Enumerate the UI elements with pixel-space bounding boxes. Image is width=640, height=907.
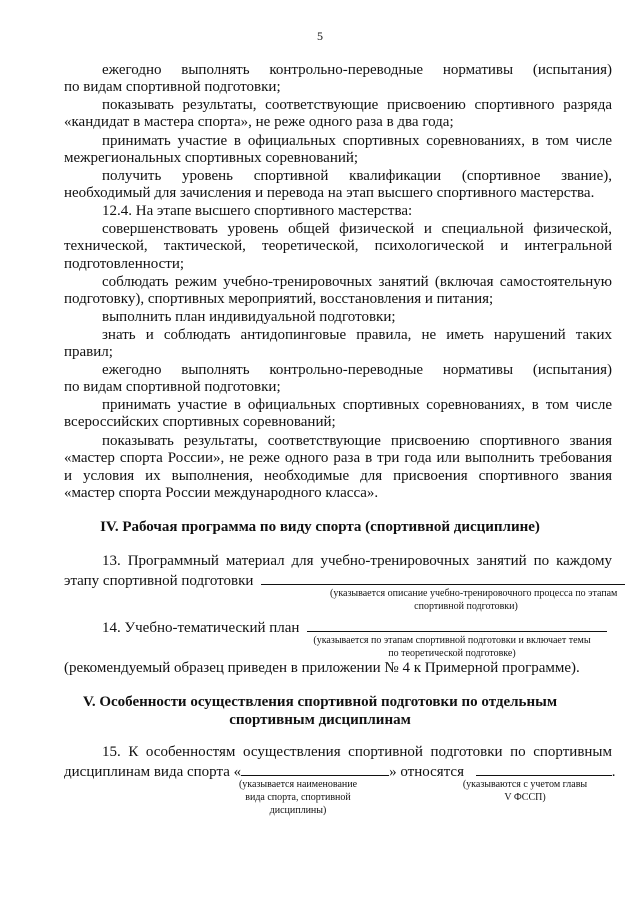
footnote-caption: вида спорта, спортивной (245, 792, 351, 803)
text-line: принимать участие в официальных спортивных соревнованиях, в том числе (102, 133, 612, 149)
footnote-caption: (указывается описание учебно-тренировочного процесса по этапам (330, 588, 618, 599)
p15-mid: » относятся (389, 764, 464, 780)
text-line: подготовленности; (64, 256, 185, 272)
text-line: 13. Программный материал для учебно-тренировочных занятий по каждому (102, 553, 612, 569)
p15-end: . (611, 764, 616, 780)
footnote-caption: (указывается по этапам спортивной подготовки и включает темы (313, 635, 591, 646)
text-line: «мастер спорта России международного класса». (64, 485, 379, 501)
section-heading-iv: IV. Рабочая программа по виду спорта (спортивной дисциплине) (100, 519, 540, 535)
footnote-caption: V ФССП) (504, 792, 546, 803)
footnote-caption: (указывается наименование (238, 779, 358, 790)
p15-prefix: дисциплинам вида спорта « (64, 764, 242, 780)
text-line: и условия их выполнения, необходимые для присвоения спортивного звания (64, 468, 612, 484)
footnote-caption: по теоретической подготовке) (388, 648, 516, 659)
text-line: 12.4. На этапе высшего спортивного мастерства: (102, 203, 413, 219)
p13-text: этапу спортивной подготовки (64, 573, 254, 589)
footnote-caption: спортивной подготовки) (414, 601, 518, 612)
text-line: совершенствовать уровень общей физической и специальной физической, (102, 221, 612, 237)
text-line: необходимый для зачисления и перевода на этап высшего спортивного мастерства. (64, 185, 595, 201)
text-line: по видам спортивной подготовки; (64, 79, 281, 95)
text-line: правил; (64, 344, 113, 360)
text-line: (рекомендуемый образец приведен в приложении № 4 к Примерной программе). (64, 660, 580, 676)
text-line: «мастер спорта России», не реже одного раза в три года или выполнить требования (64, 450, 612, 466)
fill-in-blank (261, 571, 625, 585)
text-line: «кандидат в мастера спорта», не реже одного раза в два года; (64, 114, 454, 130)
text-line: всероссийских спортивных соревнований; (64, 414, 336, 430)
text-line: выполнить план индивидуальной подготовки; (102, 309, 396, 325)
text-line: показывать результаты, соответствующие присвоению спортивного звания (102, 433, 612, 449)
p14-text: 14. Учебно-тематический план (102, 620, 300, 636)
page-number: 5 (317, 29, 323, 43)
section-heading-v-cont: спортивным дисциплинам (229, 712, 411, 728)
footnote-caption: (указываются с учетом главы (462, 779, 588, 790)
text-line: знать и соблюдать антидопинговые правила, не иметь нарушений таких (102, 327, 612, 343)
fill-in-blank (476, 762, 612, 776)
fill-in-blank (241, 762, 389, 776)
text-line: ежегодно выполнять контрольно-переводные нормативы (испытания) (102, 62, 612, 78)
text-line: подготовку), спортивных мероприятий, восстановления и питания; (64, 291, 494, 307)
text-line: по видам спортивной подготовки; (64, 379, 281, 395)
text-line: показывать результаты, соответствующие присвоению спортивного разряда (102, 97, 612, 113)
text-line: 15. К особенностям осуществления спортивной подготовки по спортивным (102, 744, 612, 760)
text-line: принимать участие в официальных спортивных соревнованиях, в том числе (102, 397, 612, 413)
footnote-caption: дисциплины) (269, 805, 327, 816)
text-line: соблюдать режим учебно-тренировочных занятий (включая самостоятельную (102, 274, 612, 290)
text-line: технической, тактической, теоретической, психологической и интегральной (64, 238, 612, 254)
text-line: межрегиональных спортивных соревнований; (64, 150, 359, 166)
fill-in-blank (307, 618, 607, 632)
section-heading-v: V. Особенности осуществления спортивной подготовки по отдельным (82, 694, 558, 710)
text-line: получить уровень спортивной квалификации (спортивное звание), (102, 168, 612, 184)
text-line: ежегодно выполнять контрольно-переводные нормативы (испытания) (102, 362, 612, 378)
